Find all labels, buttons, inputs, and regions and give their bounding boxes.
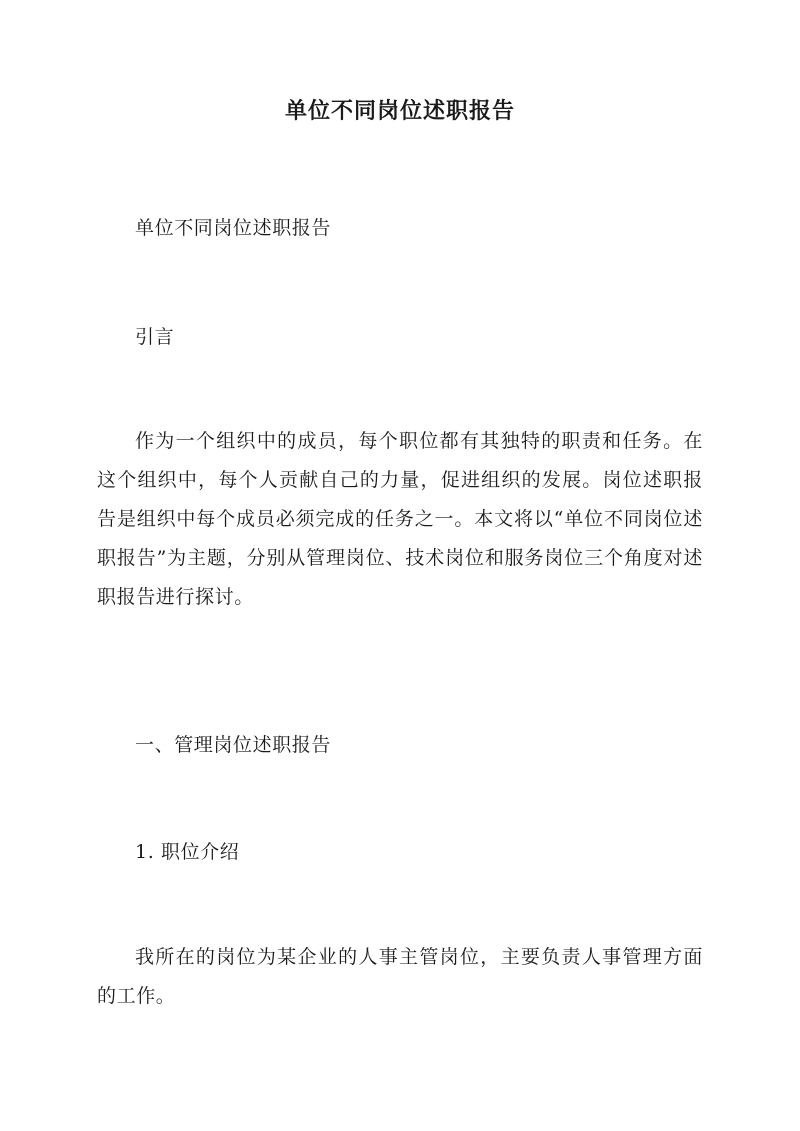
intro-heading: 引言: [135, 326, 175, 348]
subsection-one-paragraph: 我所在的岗位为某企业的人事主管岗位，主要负责人事管理方面的工作。: [97, 946, 703, 1007]
subsection-one-heading: 1. 职位介绍: [135, 841, 240, 863]
subtitle-paragraph: 单位不同岗位述职报告: [135, 217, 332, 239]
document-title: 单位不同岗位述职报告: [284, 98, 515, 124]
intro-paragraph: 作为一个组织中的成员，每个职位都有其独特的职责和任务。在这个组织中，每个人贡献自己的力量，促进组织的发展。岗位述职报告是组织中每个成员必须完成的任务之一。本文将以“单位不同岗位述职报告”为主题，分别从管理岗位、技术岗位和服务岗位三个角度对述职报告进行探讨。: [97, 430, 703, 608]
section-one-heading: 一、管理岗位述职报告: [135, 734, 332, 756]
